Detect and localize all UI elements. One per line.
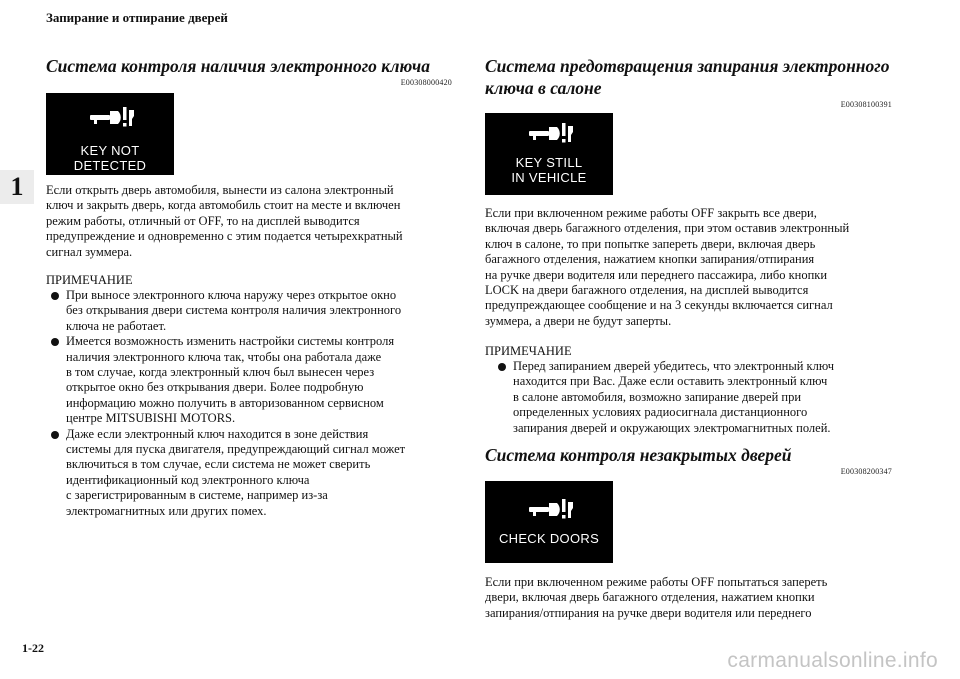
text-line: без открывания двери система контроля наличия электронного <box>66 303 402 318</box>
bullet-icon <box>51 431 59 439</box>
section-title-check-doors: Система контроля незакрытых дверей <box>485 445 792 465</box>
door-warning-icon <box>529 499 575 519</box>
note-heading: ПРИМЕЧАНИЕ <box>46 273 133 287</box>
title-line: Система предотвращения запирания электронного <box>485 56 890 76</box>
left-paragraph <box>46 183 466 260</box>
right-paragraph-2 <box>485 575 925 621</box>
text-line: предупреждение и одновременно с этим подается четырехкратный <box>46 229 403 244</box>
display-text <box>485 155 613 185</box>
text-line: на ручке двери водителя или переднего пассажира, либо кнопки <box>485 267 828 282</box>
right-paragraph <box>485 206 925 329</box>
section-title-key-presence: Система контроля наличия электронного ключа <box>46 56 430 76</box>
text-line: с зарегистрированным в системе, например из-за <box>66 488 328 503</box>
text-line: запирания/отпирания на ручке двери водителя или переднего <box>485 605 812 620</box>
text-line: включиться в том случае, если система не может сверить <box>66 457 371 472</box>
text-line: в том случае, когда электронный ключ был вынесен через <box>66 365 375 380</box>
display-text: KEY NOT DETECTED <box>73 143 147 173</box>
text-line: информацию можно получить в авторизованном сервисном <box>66 395 384 410</box>
text-line: запирания дверей и окружающих электромагнитных полей. <box>513 420 831 435</box>
text-line: Если при включенном режиме работы OFF попытаться запереть <box>485 575 828 589</box>
display-key-not-detected <box>46 93 174 175</box>
text-line: идентификационный код электронного ключа <box>66 472 310 487</box>
display-check-doors <box>485 481 613 563</box>
text-line: открытое окно без открывания двери. Более подробную <box>66 380 364 395</box>
text-line: центре MITSUBISHI MOTORS. <box>66 411 236 426</box>
text-line: ключ в салоне, то при попытке запереть двери, включая дверь <box>485 236 816 251</box>
key-warning-icon <box>529 123 575 143</box>
text-line: Имеется возможность изменить настройки системы контроля <box>66 334 395 349</box>
text-line: багажного отделения, нажатием кнопки запирания/отпирания <box>485 252 815 267</box>
text-line: ключ и закрыть дверь, когда автомобиль стоит на месте и включен <box>46 198 401 213</box>
display-key-still-in-vehicle <box>485 113 613 195</box>
text-line: зуммера, а двери не будут заперты. <box>485 313 672 328</box>
page-header: Запирание и отпирание дверей <box>46 10 228 25</box>
note-item <box>46 427 466 519</box>
text-line: ключа не работает. <box>66 318 167 333</box>
chapter-tab: 1 <box>0 170 34 204</box>
text-line: Если открыть дверь автомобиля, вынести из салона электронный <box>46 183 394 197</box>
bullet-icon <box>51 338 59 346</box>
text-line: наличия электронного ключа так, чтобы она работала даже <box>66 349 382 364</box>
text-line: электромагнитных или других помех. <box>66 503 267 518</box>
title-line: ключа в салоне <box>485 78 602 98</box>
note-item <box>46 288 466 334</box>
right-notes <box>493 359 913 436</box>
text-line: находится при Вас. Даже если оставить электронный ключ <box>513 374 828 389</box>
text-line: сигнал зуммера. <box>46 244 133 259</box>
page-number: 1-22 <box>22 641 44 655</box>
note-item <box>493 359 913 436</box>
note-heading: ПРИМЕЧАНИЕ <box>485 344 572 358</box>
text-line: в салоне автомобиля, возможно запирание дверей при <box>513 389 802 404</box>
display-line: KEY STILL <box>515 155 583 170</box>
text-line: Перед запиранием дверей убедитесь, что электронный ключ <box>513 359 834 373</box>
bullet-icon <box>51 292 59 300</box>
text-line: включая дверь багажного отделения, при этом оставив электронный <box>485 221 850 236</box>
text-line: LOCK на двери багажного отделения, на дисплей выводится <box>485 283 809 298</box>
bullet-icon <box>498 363 506 371</box>
section-code: E00308200347 <box>840 467 892 476</box>
text-line: системы для пуска двигателя, предупреждающий сигнал может <box>66 442 406 457</box>
display-text: CHECK DOORS <box>498 531 600 546</box>
text-line: При выносе электронного ключа наружу через открытое окно <box>66 288 397 302</box>
text-line: Даже если электронный ключ находится в зоне действия <box>66 426 369 441</box>
text-line: Если при включенном режиме работы OFF закрыть все двери, <box>485 206 817 220</box>
text-line: определенных условиях радиосигнала дистанционного <box>513 405 808 420</box>
section-title-key-in-vehicle <box>485 55 925 99</box>
text-line: двери, включая дверь багажного отделения, нажатием кнопки <box>485 590 815 605</box>
display-line: IN VEHICLE <box>511 170 587 185</box>
key-warning-icon <box>90 107 136 127</box>
note-item <box>46 334 466 426</box>
text-line: режим работы, отличный от OFF, то на дисплей выводится <box>46 213 360 228</box>
section-code: E00308100391 <box>840 100 892 109</box>
section-code: E00308000420 <box>400 78 452 87</box>
text-line: предупреждающее сообщение и на 3 секунды включается сигнал <box>485 298 833 313</box>
watermark: carmanualsonline.info <box>727 649 938 672</box>
left-notes <box>46 288 466 519</box>
